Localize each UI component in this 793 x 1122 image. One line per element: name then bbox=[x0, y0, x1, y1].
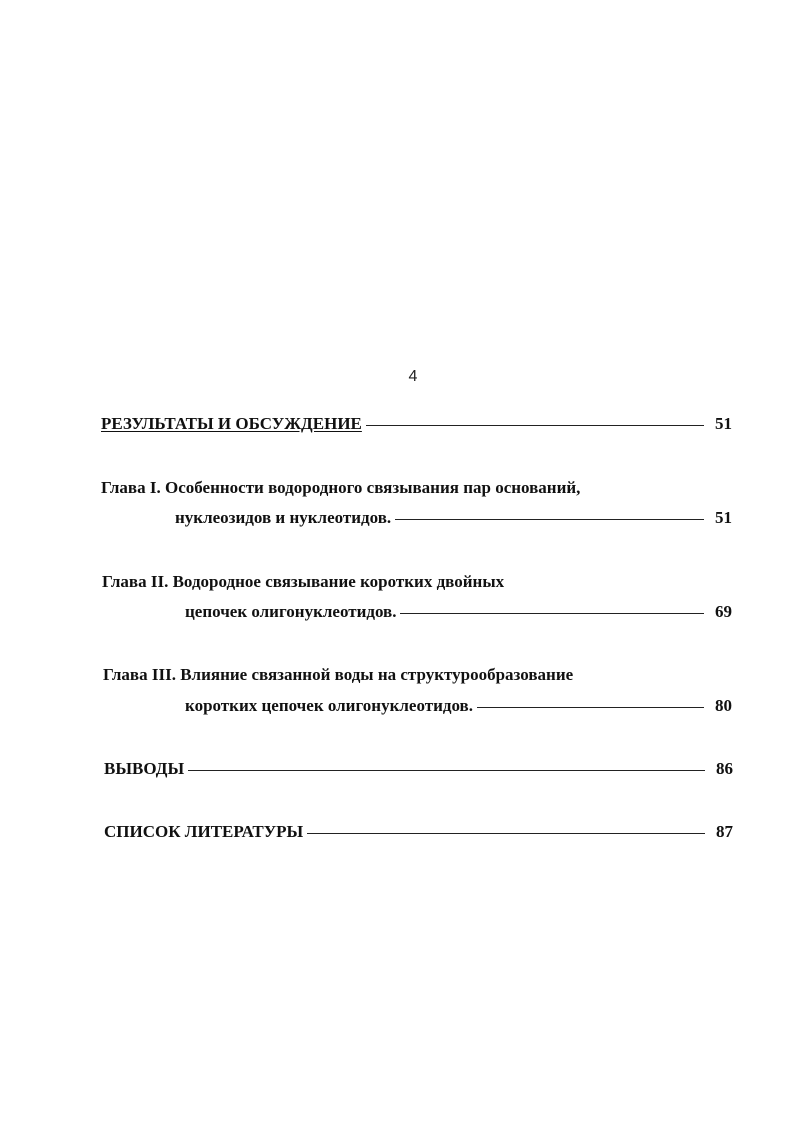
toc-entry-title: ВЫВОДЫ bbox=[104, 759, 185, 778]
toc-page-number: 69 bbox=[715, 602, 732, 621]
toc-entry-references bbox=[104, 820, 733, 844]
toc-chapter1-line1: Глава I. Особенности водородного связывания пар оснований, bbox=[101, 478, 581, 497]
toc-entry-chapter3 bbox=[185, 694, 732, 718]
toc-chapter3-line1: Глава III. Влияние связанной воды на структурообразование bbox=[103, 665, 574, 684]
toc-leader-line bbox=[307, 833, 705, 834]
toc-page-number: 87 bbox=[716, 822, 733, 841]
toc-page-number: 80 bbox=[715, 696, 732, 715]
toc-entry-title: цепочек олигонуклеотидов. bbox=[185, 602, 397, 621]
toc-entry-results bbox=[101, 412, 732, 436]
toc-entry-title: коротких цепочек олигонуклеотидов. bbox=[185, 696, 473, 715]
page-number: 4 bbox=[408, 368, 418, 385]
toc-entry-chapter1 bbox=[175, 506, 732, 530]
toc-entry-title: нуклеозидов и нуклеотидов. bbox=[175, 508, 392, 527]
toc-entry-title: РЕЗУЛЬТАТЫ И ОБСУЖДЕНИЕ bbox=[101, 414, 362, 433]
toc-leader-line bbox=[188, 770, 705, 771]
toc-entry-chapter2 bbox=[185, 600, 732, 624]
toc-entry-title: СПИСОК ЛИТЕРАТУРЫ bbox=[104, 822, 304, 841]
toc-page-number: 51 bbox=[715, 414, 732, 433]
toc-leader-line bbox=[366, 425, 704, 426]
toc-leader-line bbox=[400, 613, 704, 614]
toc-chapter2-line1: Глава II. Водородное связывание коротких двойных bbox=[102, 572, 505, 591]
toc-leader-line bbox=[477, 707, 704, 708]
toc-entry-conclusions bbox=[104, 757, 733, 781]
toc-leader-line bbox=[395, 519, 704, 520]
toc-page-number: 86 bbox=[716, 759, 733, 778]
toc-page-number: 51 bbox=[715, 508, 732, 527]
